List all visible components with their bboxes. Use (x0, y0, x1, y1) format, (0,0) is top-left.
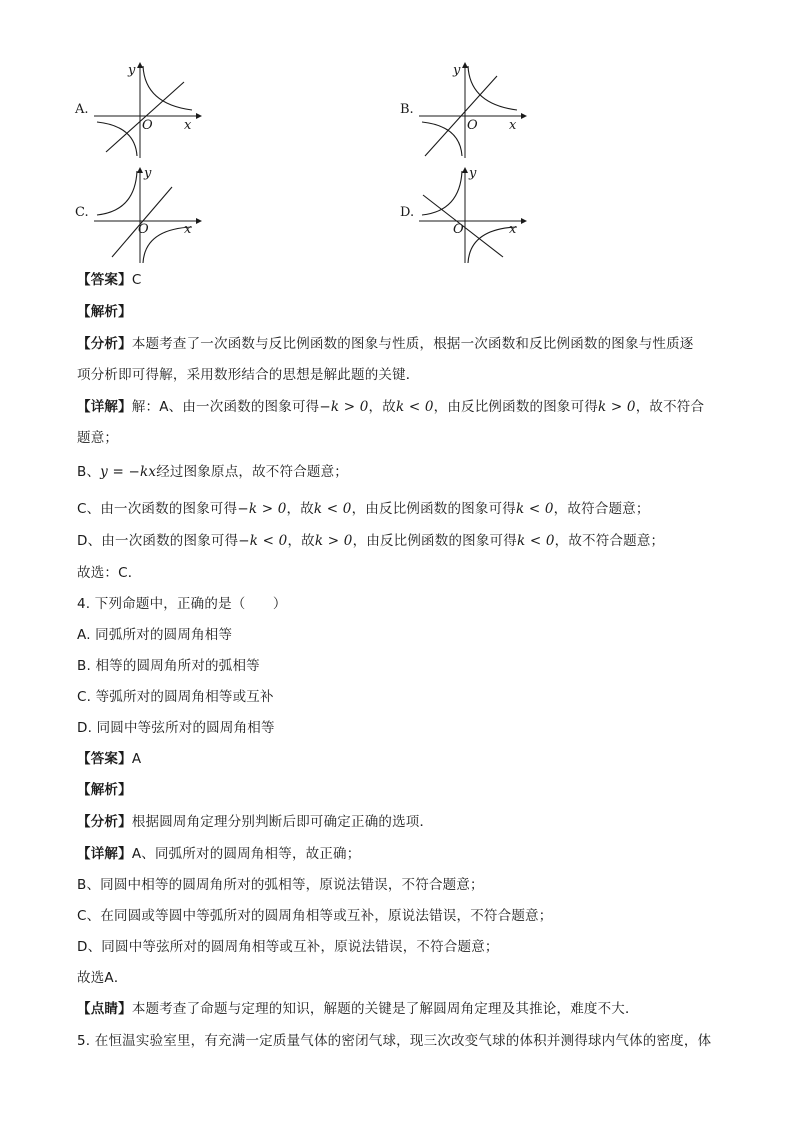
q3-c-text-1: C、由一次函数的图象可得 (77, 501, 238, 517)
q3-c-text-3: ，由反比例函数的图象可得 (351, 501, 516, 517)
graph-d-x-label: x (509, 222, 517, 237)
q3-fenxi-line-1 (77, 334, 694, 354)
q3-answer-tag: 【答案】 (77, 272, 132, 288)
q4-option-a (77, 625, 232, 645)
q4-xiangjie-tag: 【详解】 (77, 846, 132, 862)
q4-xiangjie-text: A、同弧所对的圆周角相等，故正确； (131, 846, 361, 862)
q4-xiangjie-line (77, 844, 360, 864)
graph-c-origin-label: O (138, 222, 149, 237)
graph-c-x-label: x (184, 222, 192, 237)
q3-fenxi-line-2 (77, 365, 420, 385)
q4-dianjing-line (77, 999, 639, 1019)
q3-answer-value: C (131, 272, 142, 288)
graph-a-x-label: x (184, 118, 192, 133)
q3-b-text-2: 经过图象原点，故不符合题意； (156, 464, 349, 480)
q3-d-math-2: k > 0 (314, 533, 353, 549)
q3-xiangjie-tag: 【详解】 (77, 399, 132, 415)
q4-d-line (77, 937, 499, 957)
q4-c-line (77, 906, 552, 926)
q3-analysis-heading (77, 302, 132, 322)
option-letter-d: D. (400, 205, 415, 220)
graph-b-y-label: y (453, 63, 461, 78)
q3-d-text-1: D、由一次函数的图象可得 (77, 533, 239, 549)
q3-c-math-1: −k > 0 (237, 501, 287, 517)
q4-option-b (77, 656, 260, 676)
q4-stem (77, 594, 287, 614)
q3-d-text-2: ，故 (287, 533, 315, 549)
q4-option-a-text: A. 同弧所对的圆周角相等 (77, 627, 233, 643)
q3-b-line (77, 462, 348, 482)
graph-c (92, 165, 204, 265)
option-letter-c: C. (75, 205, 89, 220)
q3-a-math-3: k > 0 (598, 399, 636, 415)
graph-a-origin-label: O (142, 118, 153, 133)
q4-option-b-text: B. 相等的圆周角所对的弧相等 (77, 658, 260, 674)
graph-c-y-label: y (144, 166, 152, 181)
q4-fenxi-text: 根据圆周角定理分别判断后即可确定正确的选项． (131, 814, 434, 830)
q4-b-text: B、同圆中相等的圆周角所对的弧相等，原说法错误，不符合题意； (77, 877, 484, 893)
q3-answer-line (77, 270, 141, 290)
q3-d-text-3: ，由反比例函数的图象可得 (352, 533, 517, 549)
q4-stem-text: 4. 下列命题中，正确的是（ ） (77, 596, 287, 612)
q3-a-text-4: ，故不符合 (635, 399, 705, 415)
q3-d-math-1: −k < 0 (238, 533, 288, 549)
q3-d-line (77, 531, 664, 551)
q3-fenxi-tag: 【分析】 (77, 336, 132, 352)
q4-answer-value: A (131, 751, 142, 767)
q3-conclusion (77, 563, 141, 583)
q3-fenxi-text-2: 项分析即可得解，采用数形结合的思想是解此题的关键． (77, 367, 420, 383)
q3-a-math-1: −k > 0 (319, 399, 369, 415)
q3-c-line (77, 499, 650, 519)
q4-answer-line (77, 749, 141, 769)
q4-answer-tag: 【答案】 (77, 751, 132, 767)
q3-a-math-2: k < 0 (395, 399, 434, 415)
q3-fenxi-text-1: 本题考查了一次函数与反比例函数的图象与性质，根据一次函数和反比例函数的图象与性质逐 (131, 336, 694, 352)
q4-option-d (77, 718, 275, 738)
q5-stem-text: 5. 在恒温实验室里，有充满一定质量气体的密闭气球，现三次改变气球的体积并测得球内气体的密度，体 (77, 1033, 712, 1049)
q3-analysis-tag: 【解析】 (77, 304, 132, 320)
q4-option-d-text: D. 同圆中等弦所对的圆周角相等 (77, 720, 275, 736)
q3-a-text-2: ，故 (368, 399, 396, 415)
q3-b-math-1: y = −kx (100, 464, 157, 480)
q3-d-text-4: ，故不符合题意； (554, 533, 665, 549)
q3-a-text-5: 题意； (77, 430, 119, 446)
option-letter-a: A. (75, 102, 89, 117)
q3-c-text-2: ，故 (286, 501, 314, 517)
q4-option-c-text: C. 等弧所对的圆周角相等或互补 (77, 689, 274, 705)
q4-dianjing-tag: 【点睛】 (77, 1001, 132, 1017)
graph-d-origin-label: O (453, 222, 464, 237)
graph-a (92, 60, 204, 160)
q3-c-math-3: k < 0 (516, 501, 554, 517)
q3-c-math-2: k < 0 (313, 501, 352, 517)
q3-c-text-4: ，故符合题意； (553, 501, 650, 517)
q4-b-line (77, 875, 484, 895)
q5-stem (77, 1031, 711, 1051)
q4-analysis-tag: 【解析】 (77, 782, 132, 798)
q4-analysis-heading (77, 780, 132, 800)
q3-a-text-1: 解：A、由一次函数的图象可得 (131, 399, 320, 415)
q4-conclusion-text: 故选A． (77, 970, 128, 986)
q4-c-text: C、在同圆或等圆中等弧所对的圆周角相等或互补，原说法错误，不符合题意； (77, 908, 553, 924)
graph-d (417, 165, 529, 265)
q4-fenxi-tag: 【分析】 (77, 814, 132, 830)
q3-a-text-3: ，由反比例函数的图象可得 (433, 399, 599, 415)
q4-d-text: D、同圆中等弦所对的圆周角相等或互补，原说法错误，不符合题意； (77, 939, 499, 955)
graph-a-y-label: y (128, 63, 136, 78)
q3-b-text-1: B、 (77, 464, 101, 480)
q4-conclusion (77, 968, 128, 988)
q3-d-math-3: k < 0 (516, 533, 555, 549)
q3-xiangjie-a-line-2 (77, 428, 118, 448)
q4-dianjing-text: 本题考查了命题与定理的知识，解题的关键是了解圆周角定理及其推论，难度不大． (131, 1001, 639, 1017)
q4-fenxi-line (77, 812, 433, 832)
graph-b (417, 60, 529, 160)
q4-option-c (77, 687, 274, 707)
q3-conclusion-text: 故选：C． (77, 565, 142, 581)
q3-xiangjie-a-line-1 (77, 397, 704, 417)
graph-d-y-label: y (469, 166, 477, 181)
graph-b-x-label: x (509, 118, 517, 133)
option-letter-b: B. (400, 102, 414, 117)
graph-b-origin-label: O (467, 118, 478, 133)
